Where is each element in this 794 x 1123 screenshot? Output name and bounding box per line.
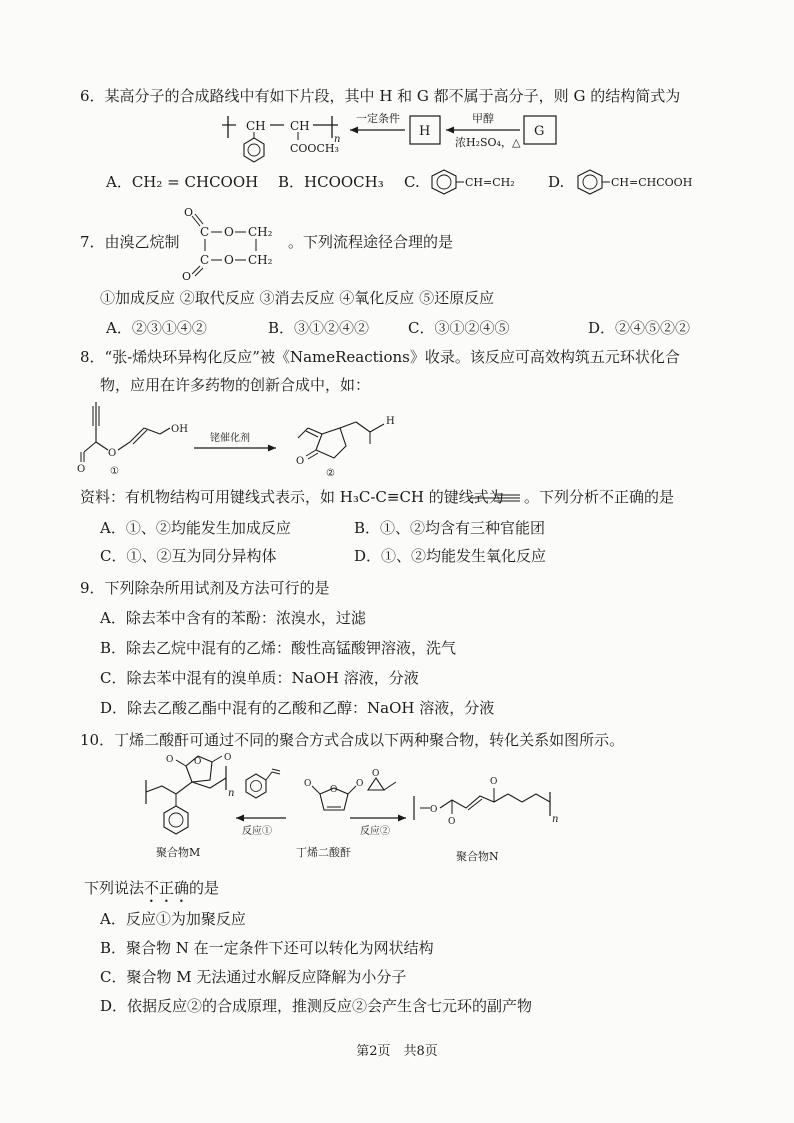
q7-option-b[interactable]: B．③①②④② bbox=[268, 319, 370, 337]
q7-ring-o1: O bbox=[224, 225, 234, 239]
q9-stem: 9．下列除杂所用试剂及方法可行的是 bbox=[80, 579, 330, 597]
q10-n-n: n bbox=[552, 814, 559, 825]
q10-option-b[interactable]: B．聚合物 N 在一定条件下还可以转化为网状结构 bbox=[100, 939, 434, 957]
q10-n-o-chain1: O bbox=[430, 805, 438, 815]
q7-ring-c2: C bbox=[200, 253, 210, 267]
q8-option-d[interactable]: D．①、②均能发生氧化反应 bbox=[354, 547, 547, 565]
q8-line-formula bbox=[470, 493, 522, 503]
q8-option-b[interactable]: B．①、②均含有三种官能团 bbox=[354, 519, 546, 537]
q7-reaction-list: ①加成反应 ②取代反应 ③消去反应 ④氧化反应 ⑤还原反应 bbox=[100, 289, 495, 307]
q8-stem-line2: 物，应用在许多药物的创新合成中，如： bbox=[100, 376, 371, 394]
q10-prompt-a: 下列说法 bbox=[84, 879, 145, 897]
q10-option-c[interactable]: C．聚合物 M 无法通过水解反应降解为小分子 bbox=[100, 968, 407, 986]
q7-ring-c1: C bbox=[200, 225, 210, 239]
q6-poly-ch1: CH bbox=[246, 119, 266, 133]
q8-arrow-label: 铑催化剂 bbox=[210, 433, 250, 444]
q8-mark-2: ② bbox=[326, 468, 335, 479]
q10-label-anhydride: 丁烯二酸酐 bbox=[296, 846, 351, 859]
q10-m-o-right: O bbox=[224, 753, 232, 763]
q6-option-d-structure bbox=[574, 166, 714, 198]
q8-compound1-oh: OH bbox=[171, 424, 188, 435]
q10-stem: 10．丁烯二酸酐可通过不同的聚合方式合成以下两种聚合物，转化关系如图所示。 bbox=[80, 731, 625, 749]
q6-option-d-group: CH=CHCOOH bbox=[611, 176, 693, 189]
q6-reagent-top: 甲醇 bbox=[472, 112, 494, 125]
q6-box-g-label: G bbox=[534, 124, 545, 139]
q6-option-b[interactable]: B．HCOOCH₃ bbox=[278, 173, 384, 191]
q7-cyclic-ester bbox=[178, 204, 288, 283]
q8-option-c[interactable]: C．①、②互为同分异构体 bbox=[100, 547, 277, 565]
q9-option-a[interactable]: A．除去苯中含有的苯酚：浓溴水，过滤 bbox=[100, 609, 366, 627]
q7-ring-ob: O bbox=[182, 270, 192, 283]
q8-reaction-scheme bbox=[0, 398, 794, 482]
q6-scheme bbox=[0, 108, 794, 168]
q10-prompt-c: 的是 bbox=[189, 879, 220, 897]
q8-info-a: 资料：有机物结构可用键线式表示，如 H₃C-C≡CH 的键线式为 bbox=[80, 488, 504, 506]
q10-n-o-carbonyl2: O bbox=[490, 777, 498, 787]
q10-n-o-carbonyl1: O bbox=[448, 817, 456, 827]
q8-compound1-o-ester: O bbox=[108, 448, 117, 459]
q6-box-h-label: H bbox=[419, 124, 431, 139]
q10-epoxide-o: O bbox=[372, 769, 380, 779]
q10-label-n: 聚合物N bbox=[456, 850, 499, 863]
q6-poly-cooch3: COOCH₃ bbox=[290, 142, 339, 155]
q9-option-c[interactable]: C．除去苯中混有的溴单质：NaOH 溶液，分液 bbox=[100, 669, 419, 687]
q7-option-d[interactable]: D．②④⑤②② bbox=[588, 319, 691, 337]
q6-arrow-top: 一定条件 bbox=[356, 112, 400, 125]
q6-option-c-structure bbox=[428, 166, 538, 198]
q8-compound1-o-carbonyl: O bbox=[77, 464, 86, 475]
q10-reaction1-label: 反应① bbox=[242, 826, 272, 837]
q8-info-b: 。下列分析不正确的是 bbox=[524, 488, 675, 506]
q7-ring-oa: O bbox=[184, 206, 194, 219]
q8-option-a[interactable]: A．①、②均能发生加成反应 bbox=[100, 519, 291, 537]
q7-ring-ch2b: CH₂ bbox=[248, 253, 273, 267]
q6-option-c[interactable]: C. bbox=[404, 173, 420, 191]
q10-scheme bbox=[0, 752, 794, 870]
q10-prompt-emphasis: 不正确 bbox=[144, 879, 190, 897]
q10-anhydride-o-left: O bbox=[304, 779, 312, 789]
q6-benzene-ring bbox=[244, 138, 264, 162]
q10-reaction2-label: 反应② bbox=[360, 826, 390, 837]
q7-option-a[interactable]: A．②③①④② bbox=[106, 319, 207, 337]
q10-anhydride-o-right: O bbox=[356, 779, 364, 789]
q7-ring-o2: O bbox=[224, 253, 234, 267]
q7-option-c[interactable]: C．③①②④⑤ bbox=[408, 319, 510, 337]
q6-poly-ch2: CH bbox=[290, 119, 310, 133]
q10-option-d[interactable]: D．依据反应②的合成原理，推测反应②会产生含七元环的副产物 bbox=[100, 997, 533, 1015]
q6-stem: 6．某高分子的合成路线中有如下片段，其中 H 和 G 都不属于高分子，则 G 的结构简式为 bbox=[80, 87, 681, 105]
q10-m-n: n bbox=[228, 788, 235, 799]
q9-option-d[interactable]: D．除去乙酸乙酯中混有的乙酸和乙醇：NaOH 溶液，分液 bbox=[100, 699, 495, 717]
q10-prompt bbox=[84, 878, 219, 906]
q10-m-o-left: O bbox=[166, 755, 174, 765]
q6-option-c-group: CH=CH₂ bbox=[465, 176, 515, 189]
q10-anhydride-o-ring: O bbox=[330, 785, 338, 795]
q10-option-a[interactable]: A．反应①为加聚反应 bbox=[100, 910, 246, 928]
q8-compound2-o-carbonyl: O bbox=[296, 456, 305, 467]
q9-option-b[interactable]: B．除去乙烷中混有的乙烯：酸性高锰酸钾溶液，洗气 bbox=[100, 639, 457, 657]
q7-ring-ch2a: CH₂ bbox=[248, 225, 273, 239]
q7-stem-a: 7．由溴乙烷制 bbox=[80, 233, 180, 251]
q6-option-a[interactable]: A．CH₂ = CHCOOH bbox=[106, 173, 259, 191]
q6-option-d[interactable]: D. bbox=[548, 173, 565, 191]
page-footer: 第2页 共8页 bbox=[356, 1044, 438, 1059]
q6-poly-n: n bbox=[334, 134, 341, 145]
q6-reagent-bottom: 浓H₂SO₄，△ bbox=[455, 136, 521, 149]
q7-stem-b: 。下列流程途径合理的是 bbox=[288, 233, 454, 251]
q10-m-o-ring: O bbox=[194, 757, 202, 767]
q10-label-m: 聚合物M bbox=[156, 846, 201, 859]
q8-compound2-h: H bbox=[386, 416, 395, 427]
q8-mark-1: ① bbox=[110, 466, 119, 477]
q8-stem-line1: 8．“张-烯炔环异构化反应”被《NameReactions》收录。该反应可高效构筑五元环状化合 bbox=[80, 348, 680, 366]
